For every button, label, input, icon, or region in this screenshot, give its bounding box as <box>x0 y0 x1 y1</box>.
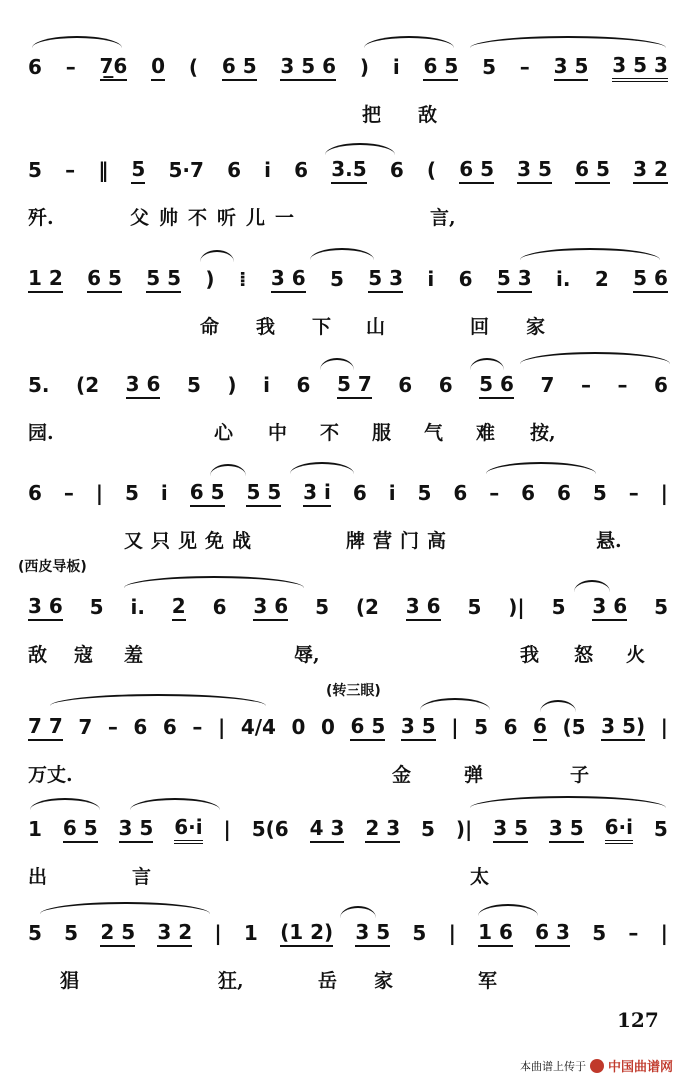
barline: ‖ <box>98 158 109 182</box>
lyric: 心 <box>214 422 234 444</box>
lyric: 中 <box>268 422 288 444</box>
lyric: 羞 <box>124 644 144 666</box>
note: i <box>264 158 271 182</box>
note: 6 5 <box>575 157 610 184</box>
note: 3 5 <box>355 920 390 947</box>
note: 6 <box>389 158 404 182</box>
note: 4 3 <box>310 816 345 843</box>
note: 5 5 <box>146 266 181 293</box>
note: 3 5 <box>119 816 154 843</box>
note: 3 2 <box>157 920 192 947</box>
note: 1 <box>28 817 42 841</box>
slur <box>540 700 576 712</box>
note: – <box>617 373 628 397</box>
note: 5 <box>131 157 145 184</box>
note: 3 5) <box>601 714 645 741</box>
section-label-xipi-daoban: (西皮导板) <box>18 559 87 575</box>
slur <box>470 36 666 48</box>
lyric: 猖 <box>60 970 80 992</box>
note: 3 6 <box>406 594 441 621</box>
note: (1 2) <box>280 920 333 947</box>
note: 5 5 <box>246 480 281 507</box>
note: – <box>628 921 639 945</box>
note: 6 <box>438 373 453 397</box>
note: 7 <box>78 715 93 739</box>
lyric: 金 <box>392 764 412 786</box>
note: 5 <box>467 595 482 619</box>
note: 5 <box>28 921 42 945</box>
lyric: 下 <box>312 316 332 338</box>
notation-line <box>28 812 668 846</box>
note: 6·i <box>605 815 633 844</box>
footer-text: 本曲谱上传于 <box>520 1059 586 1073</box>
note: 5 <box>482 55 496 79</box>
note: (2 <box>355 595 379 619</box>
notation-line <box>28 710 668 744</box>
note: 5·7 <box>168 158 204 182</box>
note: 0 <box>291 715 306 739</box>
note: 6 <box>294 158 309 182</box>
note: 6 <box>212 595 227 619</box>
note: 5 <box>592 481 607 505</box>
lyric: 把 <box>362 104 382 126</box>
note: – <box>192 715 203 739</box>
note: 3 5 <box>401 714 436 741</box>
notation-line <box>28 476 668 510</box>
lyric: 家 <box>526 316 546 338</box>
lyric: 我 <box>256 316 276 338</box>
lyric: 弹 <box>464 764 484 786</box>
lyric: 子 <box>570 764 590 786</box>
note: 5 <box>551 595 566 619</box>
barline: | <box>448 921 456 945</box>
note: 5 7 <box>337 372 372 399</box>
lyric: 回 <box>470 316 490 338</box>
barline: | <box>660 481 668 505</box>
note: (2 <box>76 373 100 397</box>
note: i <box>160 481 168 505</box>
note: 2 5 <box>100 920 135 947</box>
note: 3 5 <box>554 54 589 81</box>
note: 6 3 <box>535 920 570 947</box>
note: 0 <box>321 715 335 739</box>
lyric: 山 <box>366 316 386 338</box>
barline: | <box>660 715 668 739</box>
note: 5 6 <box>479 372 514 399</box>
notation-line <box>28 153 668 187</box>
note: 3 6 <box>271 266 306 293</box>
note: – <box>628 481 639 505</box>
note: ) <box>227 373 237 397</box>
lyric: 命 <box>200 316 220 338</box>
note: 5 <box>412 921 427 945</box>
lyric: 岳 <box>318 970 338 992</box>
lyric: 言 <box>132 866 152 888</box>
lyric: 父帅不听儿一 <box>130 207 305 229</box>
lyric: 牌营门高 <box>346 530 455 552</box>
note: 5 <box>186 373 201 397</box>
slur <box>32 36 122 48</box>
note: 6 5 <box>63 816 98 843</box>
note: 5 <box>125 481 139 505</box>
note: i. <box>130 595 145 619</box>
note: 3 6 <box>28 594 63 621</box>
note: (5 <box>562 715 586 739</box>
lyric: 寇 <box>74 644 94 666</box>
note: 6 <box>28 481 42 505</box>
lyric: 言, <box>430 207 456 229</box>
note: 6·i <box>174 815 202 844</box>
lyric: 又只见免战 <box>124 530 260 552</box>
lyric: 辱, <box>294 644 320 666</box>
note: )| <box>508 595 525 619</box>
note: 2 <box>594 267 609 291</box>
score-system-9 <box>0 916 700 1026</box>
lyric: 难 <box>476 422 496 444</box>
note: 6 <box>296 373 311 397</box>
note: 3 6 <box>126 372 161 399</box>
lyric: 太 <box>470 866 490 888</box>
note: 5 <box>417 481 432 505</box>
note: 5 <box>592 921 607 945</box>
note: 5 3 <box>497 266 532 293</box>
note: 5 3 <box>368 266 403 293</box>
note: 6 <box>227 158 241 182</box>
note: – <box>519 55 530 79</box>
lyric: 万丈. <box>28 764 73 786</box>
lyric: 气 <box>424 422 444 444</box>
lyric: 狂, <box>218 970 244 992</box>
note: – <box>63 481 74 505</box>
lyric: 敌 <box>28 644 48 666</box>
notation-line <box>28 916 668 950</box>
notation-line <box>28 590 668 624</box>
note: 5 <box>654 595 668 619</box>
note: 5 6 <box>633 266 668 293</box>
note: 6 <box>503 715 518 739</box>
note: i <box>263 373 270 397</box>
note: 3 5 <box>493 816 528 843</box>
note: ( <box>426 158 437 182</box>
note: 5(6 <box>251 817 289 841</box>
note: – <box>107 715 118 739</box>
note: 3.5 <box>331 157 366 184</box>
note: 1 2 <box>28 266 63 293</box>
lyric: 悬. <box>596 530 622 552</box>
lyric: 敌 <box>418 104 438 126</box>
note: – <box>489 481 500 505</box>
note: 6 5 <box>222 54 257 81</box>
barline: | <box>660 921 668 945</box>
note: i <box>427 267 435 291</box>
note: 5 <box>89 595 104 619</box>
note: 6 5 <box>350 714 385 741</box>
time-signature: 4/4 <box>240 715 276 739</box>
note: 2 <box>172 594 186 621</box>
barline: | <box>451 715 459 739</box>
note: 6 5 <box>190 480 225 507</box>
lyric: 火 <box>626 644 646 666</box>
note: 7 7 <box>28 714 63 741</box>
lyric: 不 <box>320 422 340 444</box>
note: 6 <box>398 373 413 397</box>
note: 5 <box>421 817 435 841</box>
note: 6 <box>162 715 177 739</box>
barline: | <box>214 921 222 945</box>
lyric: 我 <box>520 644 540 666</box>
lyric: 歼. <box>28 207 54 229</box>
note: 6 <box>133 715 148 739</box>
barline: | <box>95 481 104 505</box>
note: 6 5 <box>423 54 458 81</box>
note: 6 <box>352 481 367 505</box>
note: 3 5 6 <box>280 54 336 81</box>
note: 6 <box>557 481 571 505</box>
note: 1 <box>243 921 258 945</box>
note: 5 <box>330 267 344 291</box>
score-system-2 <box>0 153 700 263</box>
notation-line <box>28 368 668 402</box>
note: 6 <box>533 714 547 741</box>
note: 6 <box>458 267 473 291</box>
note: 3 5 <box>517 157 552 184</box>
note: 6 <box>28 55 42 79</box>
note: 6 5 <box>87 266 122 293</box>
note: 7̲6 <box>100 54 128 81</box>
note: 2 3 <box>365 816 400 843</box>
note: 6 <box>453 481 468 505</box>
barline: | <box>223 817 231 841</box>
note: 3 5 3 <box>612 53 668 82</box>
note: 0 <box>151 54 165 81</box>
slur <box>364 36 454 48</box>
note: 3 2 <box>633 157 668 184</box>
note: i. <box>556 267 571 291</box>
note: 3 i <box>303 480 331 507</box>
notation-line <box>28 262 668 296</box>
lyric: 园. <box>28 422 54 444</box>
note: 5. <box>28 373 50 397</box>
barline: ⁞ <box>238 267 247 291</box>
note: 3 6 <box>592 594 627 621</box>
note: 6 <box>654 373 668 397</box>
note: i <box>392 55 400 79</box>
note: 3 5 <box>549 816 584 843</box>
note: – <box>580 373 591 397</box>
note: 5 <box>64 921 79 945</box>
footer-watermark <box>520 1056 673 1075</box>
note: 5 <box>315 595 329 619</box>
note: i <box>388 481 396 505</box>
lyric: 军 <box>478 970 498 992</box>
note: ( <box>188 55 199 79</box>
note: 6 <box>521 481 536 505</box>
page-number: 127 <box>617 1008 659 1032</box>
lyric: 怒 <box>574 644 594 666</box>
lyric: 出 <box>28 866 48 888</box>
footer-brand: 中国曲谱网 <box>608 1060 674 1075</box>
note: 1 6 <box>478 920 513 947</box>
note: 5 <box>474 715 488 739</box>
note: – <box>65 158 76 182</box>
music-note-logo-icon <box>590 1059 604 1073</box>
score-system-4 <box>0 368 700 478</box>
section-label-zhuan-sanyan: (转三眼) <box>326 683 381 699</box>
note: – <box>65 55 76 79</box>
notation-line <box>28 50 668 84</box>
note: ) <box>205 267 215 291</box>
note: 6 5 <box>459 157 494 184</box>
note: 3 6 <box>253 594 288 621</box>
note: ) <box>359 55 370 79</box>
barline: | <box>217 715 226 739</box>
lyric: 服 <box>372 422 392 444</box>
lyric: 按, <box>530 422 556 444</box>
note: 5 <box>653 817 668 841</box>
score-system-5 <box>0 476 700 586</box>
note: 7 <box>540 373 555 397</box>
barline: )| <box>455 817 473 841</box>
lyric: 家 <box>374 970 394 992</box>
note: 5 <box>28 158 42 182</box>
